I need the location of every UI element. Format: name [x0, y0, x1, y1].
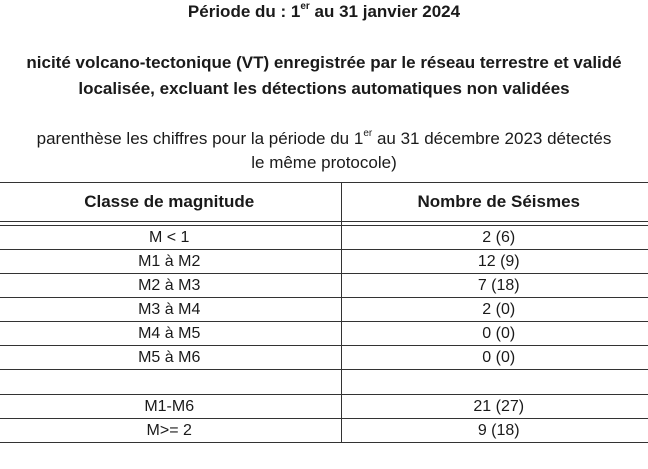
nombre-cell: 12 (9) — [342, 250, 648, 274]
table-row — [0, 322, 648, 346]
nombre-cell: 7 (18) — [342, 274, 648, 298]
empty-row — [0, 370, 648, 395]
table-row-total — [0, 419, 648, 443]
empty-cell — [342, 370, 648, 395]
classe-cell: M3 à M4 — [0, 298, 342, 322]
classe-cell: M4 à M5 — [0, 322, 342, 346]
document-title: Période du : 1er au 31 janvier 2024 — [187, 1, 461, 21]
nombre-cell: 2 (6) — [342, 226, 648, 250]
table-row — [0, 274, 648, 298]
classe-cell: M1-M6 — [0, 395, 342, 419]
classe-cell: M2 à M3 — [0, 274, 342, 298]
nombre-cell: 0 (0) — [342, 322, 648, 346]
header-classe-magnitude: Classe de magnitude — [0, 183, 342, 222]
note-line-1: parenthèse les chiffres pour la période du 1er au 31 décembre 2023 détectés — [36, 128, 612, 148]
subtitle-line-2: localisée, excluant les détections automatiques non validées — [78, 79, 570, 98]
nombre-cell: 2 (0) — [342, 298, 648, 322]
classe-cell: M5 à M6 — [0, 346, 342, 370]
table-row — [0, 346, 648, 370]
magnitude-table — [0, 182, 648, 443]
table-row-total — [0, 395, 648, 419]
nombre-cell: 21 (27) — [342, 395, 648, 419]
header-nombre-seismes: Nombre de Séismes — [342, 183, 648, 222]
nombre-cell: 9 (18) — [342, 419, 648, 443]
classe-cell: M1 à M2 — [0, 250, 342, 274]
table-row — [0, 226, 648, 250]
classe-cell: M>= 2 — [0, 419, 342, 443]
table-row — [0, 250, 648, 274]
nombre-cell: 0 (0) — [342, 346, 648, 370]
table-row — [0, 298, 648, 322]
classe-cell: M < 1 — [0, 226, 342, 250]
empty-cell — [0, 370, 342, 395]
note-line-2: le même protocole) — [251, 153, 397, 172]
table-header-row — [0, 183, 648, 222]
subtitle-line-1: nicité volcano-tectonique (VT) enregistrée par le réseau terrestre et validé — [26, 53, 622, 72]
